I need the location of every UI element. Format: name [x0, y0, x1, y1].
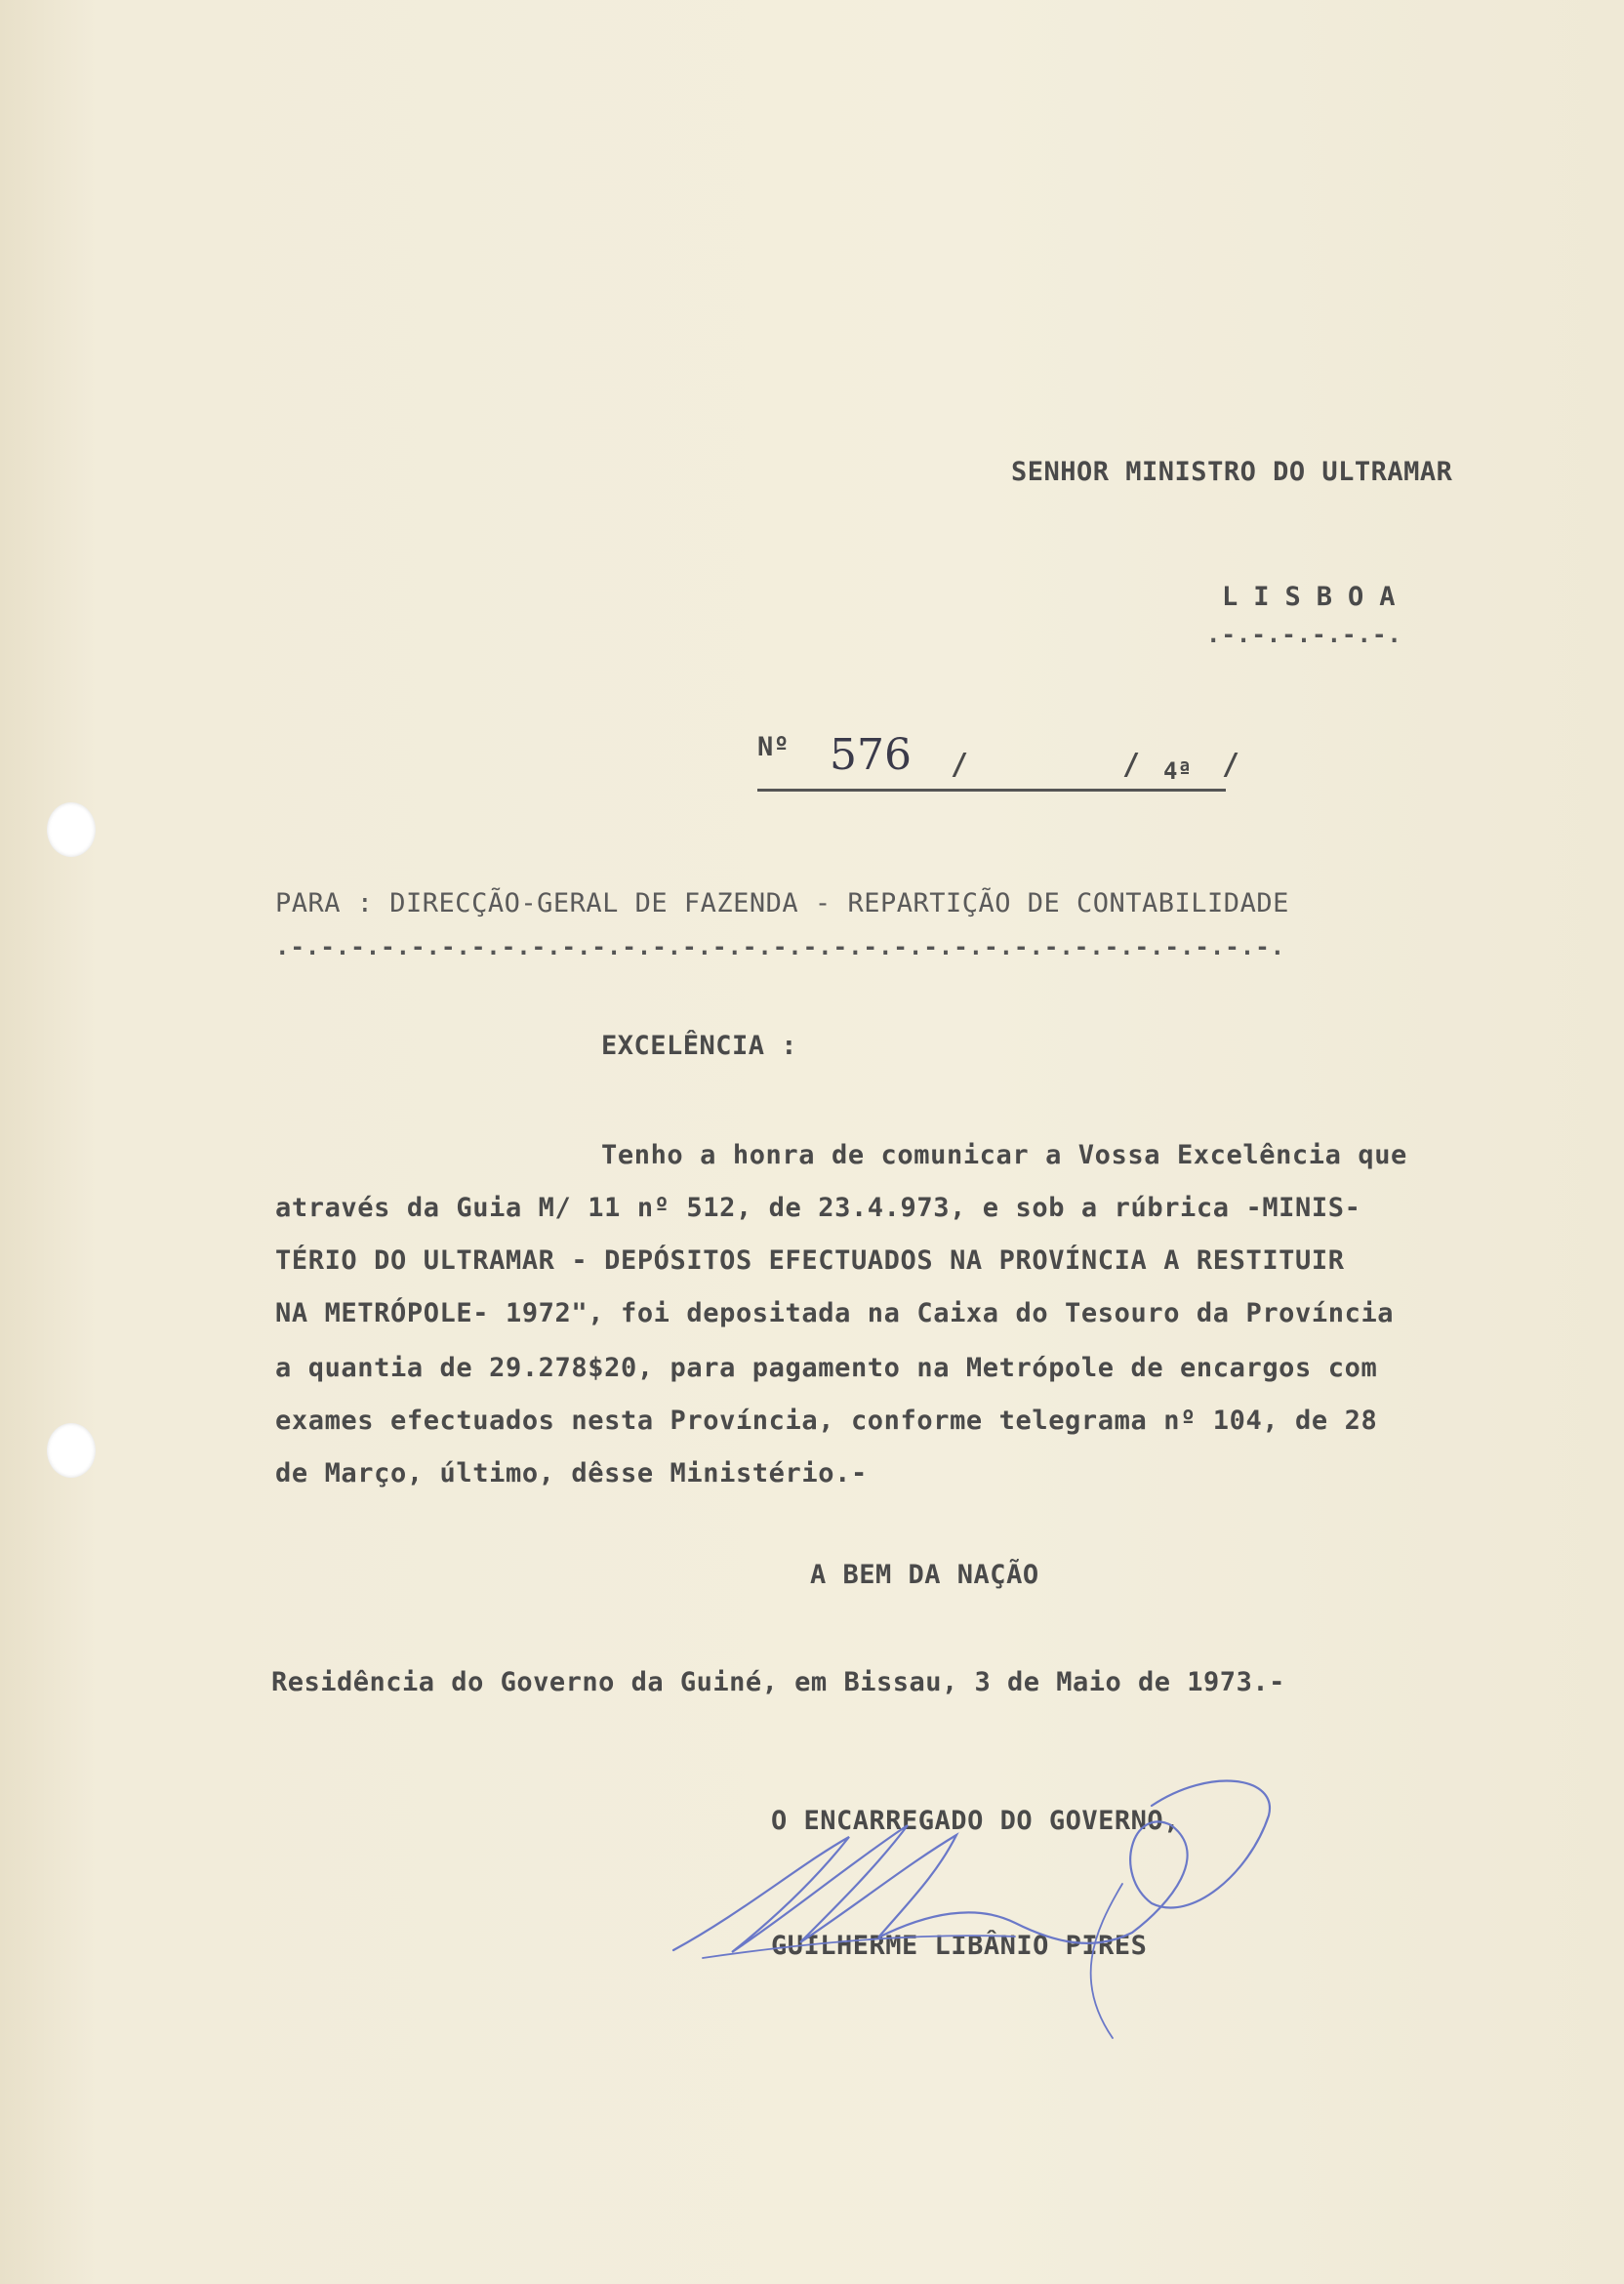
body-line: de Março, último, dêsse Ministério.-: [275, 1458, 868, 1489]
recipient-line: PARA : DIRECÇÃO-GERAL DE FAZENDA - REPARTIÇÃO DE CONTABILIDADE: [275, 888, 1289, 918]
salutation: EXCELÊNCIA :: [601, 1031, 798, 1061]
recipient-underline: .-.-.-.-.-.-.-.-.-.-.-.-.-.-.-.-.-.-.-.-.-.-.-.-.-.-.-.-.-.-.-.-.-.: [275, 933, 1286, 960]
reference-number: 576: [830, 730, 912, 780]
addressee-line: SENHOR MINISTRO DO ULTRAMAR: [1011, 457, 1453, 487]
punch-hole: [47, 1423, 96, 1478]
reference-slash: /: [951, 748, 969, 782]
handwritten-signature: [664, 1757, 1288, 2040]
body-line: exames efectuados nesta Província, conforme telegrama nº 104, de 28: [275, 1406, 1378, 1436]
body-line: NA METRÓPOLE- 1972", foi depositada na Caixa do Tesouro da Província: [275, 1298, 1395, 1328]
city-heading: LISBOA: [1222, 582, 1411, 612]
body-line: Tenho a honra de comunicar a Vossa Excelência que: [601, 1140, 1407, 1170]
city-underline: .-.-.-.-.-.-.: [1206, 621, 1402, 648]
reference-slash: /: [1222, 748, 1240, 782]
signatory-name: GUILHERME LIBÂNIO PIRES: [771, 1931, 1148, 1961]
punch-hole: [47, 802, 96, 857]
body-line: a quantia de 29.278$20, para pagamento na Metrópole de encargos com: [275, 1353, 1378, 1383]
body-line: TÉRIO DO ULTRAMAR - DEPÓSITOS EFECTUADOS NA PROVÍNCIA A RESTITUIR: [275, 1245, 1345, 1276]
body-line: através da Guia M/ 11 nº 512, de 23.4.973, e sob a rúbrica -MINIS-: [275, 1193, 1361, 1223]
closing-motto: A BEM DA NAÇÃO: [810, 1560, 1039, 1590]
reference-underline: [757, 789, 1226, 792]
place-date-line: Residência do Governo da Guiné, em Bissau, 3 de Maio de 1973.-: [271, 1667, 1285, 1697]
reference-slash: /: [1122, 748, 1141, 782]
reference-label: Nº: [757, 732, 790, 762]
signatory-role: O ENCARREGADO DO GOVERNO,: [771, 1806, 1180, 1836]
reference-suffix: 4ª: [1163, 757, 1192, 785]
